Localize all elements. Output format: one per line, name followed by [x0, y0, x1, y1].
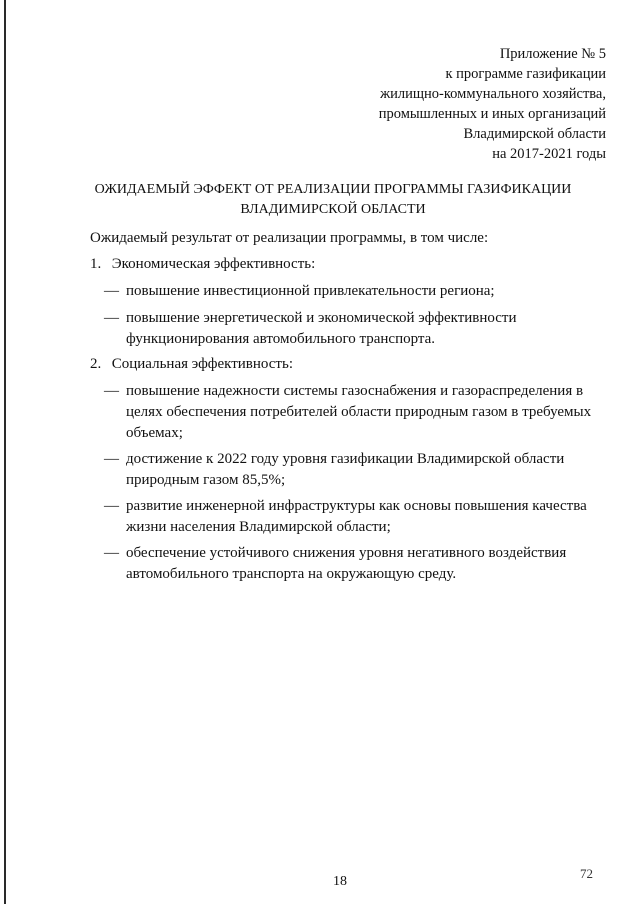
- document-title: [60, 180, 606, 220]
- appendix-line: Приложение № 5: [499, 46, 606, 62]
- list-item: [104, 449, 610, 491]
- dash-bullet: —: [104, 451, 119, 467]
- title-line-1: ОЖИДАЕМЫЙ ЭФФЕКТ ОТ РЕАЛИЗАЦИИ ПРОГРАММЫ ГАЗИФИКАЦИИ: [94, 182, 572, 197]
- list-item-text: достижение к 2022 году уровня газификации Владимирской области природным газом 85,5%;: [126, 451, 565, 488]
- section-title: Экономическая эффективность:: [111, 256, 316, 272]
- sheet-number: 72: [580, 866, 593, 881]
- section-number: 2.: [90, 356, 102, 372]
- dash-bullet: —: [104, 283, 119, 299]
- list-item-text: повышение надежности системы газоснабжения и газораспределения в целях обеспечения потребителей области природным газом в требуемых объемах;: [126, 383, 592, 441]
- list-item-text: повышение энергетической и экономической эффективности функционирования автомобильного транспорта.: [126, 310, 517, 347]
- appendix-line: промышленных и иных организаций: [378, 106, 606, 122]
- list-item: [104, 381, 610, 444]
- list-item: [104, 543, 610, 585]
- dash-bullet: —: [104, 498, 119, 514]
- list-item: [104, 496, 610, 538]
- appendix-line: к программе газификации: [445, 66, 606, 82]
- list-item-text: обеспечение устойчивого снижения уровня негативного воздействия автомобильного транспорта на окружающую среду.: [126, 545, 567, 582]
- appendix-line: жилищно-коммунального хозяйства,: [380, 86, 606, 102]
- dash-bullet: —: [104, 383, 119, 399]
- section-heading-social: [90, 354, 293, 374]
- page-number: 18: [333, 874, 347, 889]
- intro-paragraph: Ожидаемый результат от реализации программы, в том числе:: [90, 230, 489, 246]
- appendix-header: [266, 44, 606, 164]
- appendix-line: Владимирской области: [463, 126, 606, 142]
- appendix-line: на 2017-2021 годы: [492, 146, 606, 162]
- section-number: 1.: [90, 256, 102, 272]
- section-heading-economic: [90, 254, 315, 274]
- title-line-2: ВЛАДИМИРСКОЙ ОБЛАСТИ: [240, 202, 426, 217]
- list-item: [104, 281, 610, 302]
- dash-bullet: —: [104, 310, 119, 326]
- list-item-text: развитие инженерной инфраструктуры как основы повышения качества жизни населения Владимирской области;: [126, 498, 587, 535]
- dash-bullet: —: [104, 545, 119, 561]
- list-item-text: повышение инвестиционной привлекательности региона;: [126, 283, 495, 299]
- scan-edge: [4, 0, 6, 904]
- section-title: Социальная эффективность:: [111, 356, 293, 372]
- list-item: [104, 308, 610, 350]
